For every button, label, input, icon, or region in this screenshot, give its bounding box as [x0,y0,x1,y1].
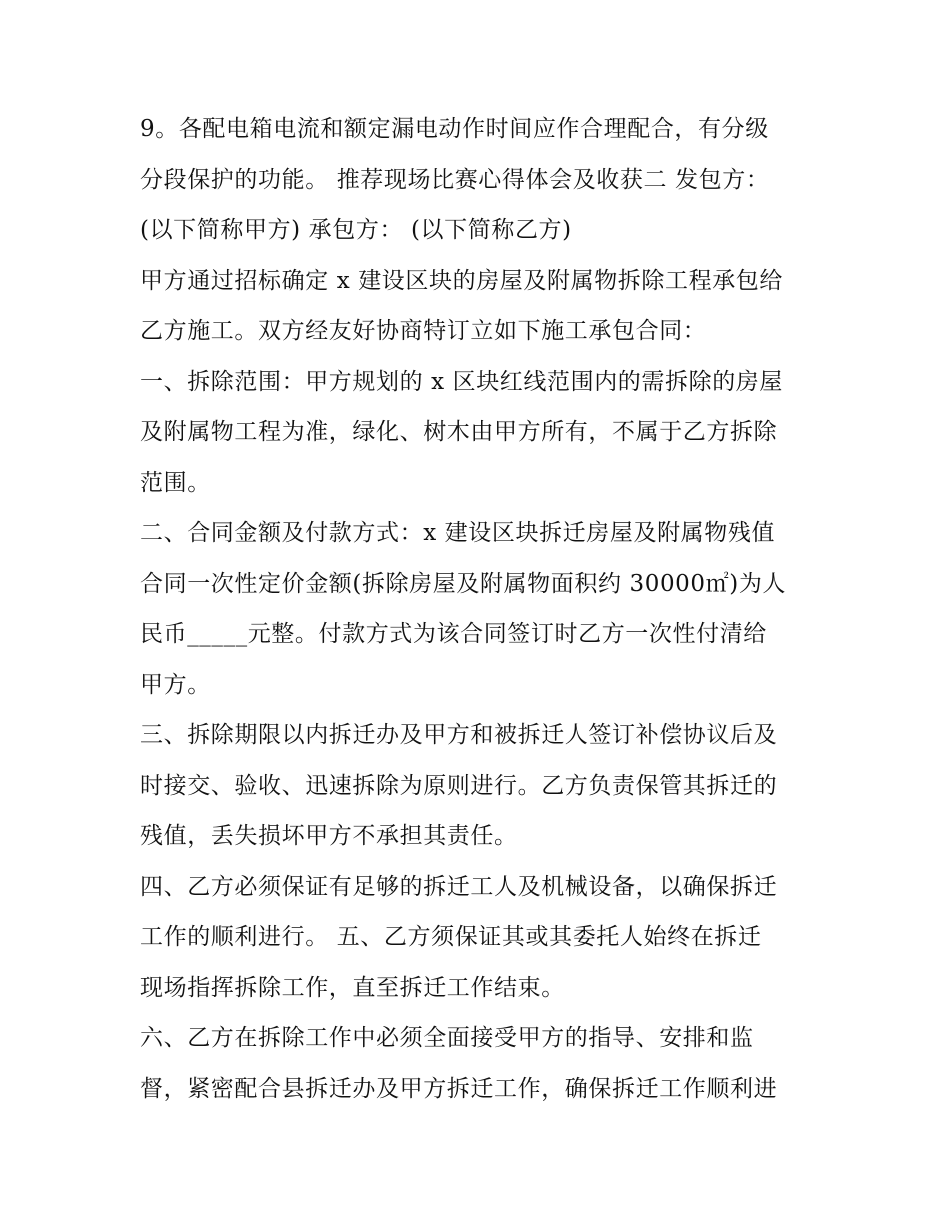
text-line: 合同一次性定价金额(拆除房屋及附属物面积约 30000㎡)为人 [140,570,787,597]
text-line: 民币_____元整。付款方式为该合同签订时乙方一次性付清给 [140,621,767,647]
text-line: 工作的顺利进行。 五、乙方须保证其或其委托人始终在拆迁 [140,924,762,950]
text-line: 四、乙方必须保证有足够的拆迁工人及机械设备，以确保拆迁 [140,873,778,900]
text-line: 督，紧密配合县拆迁办及甲方拆迁工作，确保拆迁工作顺利进 [140,1075,778,1102]
text-line: 甲方通过招标确定 x 建设区块的房屋及附属物拆除工程承包给 [140,267,783,294]
text-line: 分段保护的功能。 推荐现场比赛心得体会及收获二 发包方： [140,166,770,193]
text-line: 甲方。 [140,671,211,698]
text-line: 残值，丢失损坏甲方不承担其责任。 [140,823,518,849]
text-line: 范围。 [140,469,211,496]
text-line: 及附属物工程为准，绿化、树木由甲方所有，不属于乙方拆除 [140,419,778,445]
text-line: 六、乙方在拆除工作中必须全面接受甲方的指导、安排和监 [140,1025,754,1051]
text-line: 时接交、验收、迅速拆除为原则进行。乙方负责保管其拆迁的 [140,772,778,799]
document-body [140,104,830,1114]
text-line: 乙方施工。双方经友好协商特订立如下施工承包合同： [140,318,707,344]
text-line: 一、拆除范围：甲方规划的 x 区块红线范围内的需拆除的房屋 [140,368,783,395]
text-line: 现场指挥拆除工作，直至拆迁工作结束。 [140,974,565,1001]
text-line: 二、合同金额及付款方式：x 建设区块拆迁房屋及附属物残值 [140,520,776,546]
text-line: (以下简称甲方) 承包方： (以下简称乙方) [140,217,572,243]
text-line: 三、拆除期限以内拆迁办及甲方和被拆迁人签订补偿协议后及 [140,722,778,748]
text-line: 9。各配电箱电流和额定漏电动作时间应作合理配合，有分级 [140,116,769,142]
